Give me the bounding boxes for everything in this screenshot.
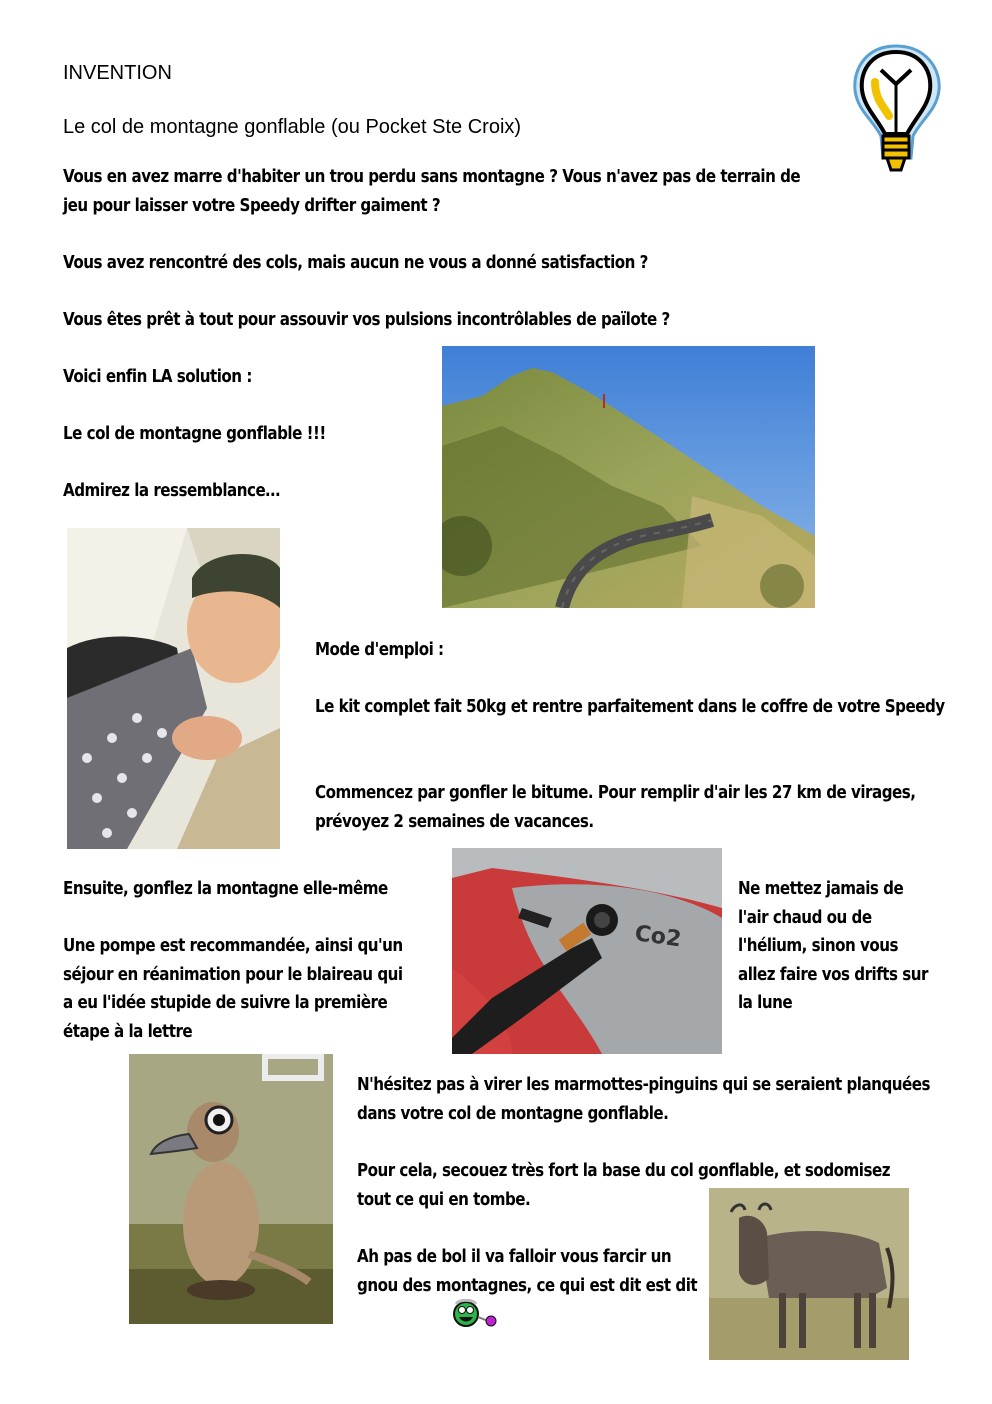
solution-text: Voici enfin LA solution : bbox=[63, 366, 252, 387]
valve-photo bbox=[452, 848, 722, 1054]
pump-text: Une pompe est recommandée, ainsi qu'un séjour en réanimation pour le blaireau qui a eu l'idée stupide de suivre la première étape à la lettre bbox=[63, 935, 403, 1042]
mountain-road-photo bbox=[442, 346, 815, 608]
gnu-text: Ah pas de bol il va falloir vous farcir un gnou des montagnes, ce qui est dit est dit bbox=[357, 1246, 698, 1296]
instructions-start: Commencez par gonfler le bitume. Pour remplir d'air les 27 km de virages, prévoyez 2 semaines de vacances. bbox=[315, 782, 916, 832]
intro-question-3: Vous êtes prêt à tout pour assouvir vos pulsions incontrôlables de païlote ? bbox=[63, 309, 670, 330]
product-name: Le col de montagne gonflable !!! bbox=[63, 423, 326, 444]
document-label: INVENTION bbox=[63, 62, 172, 84]
marmot-photo bbox=[129, 1054, 333, 1324]
lightbulb-icon bbox=[845, 40, 947, 182]
document-subtitle: Le col de montagne gonflable (ou Pocket Ste Croix) bbox=[63, 116, 522, 138]
man-inflating-photo bbox=[67, 528, 280, 849]
instructions-kit: Le kit complet fait 50kg et rentre parfaitement dans le coffre de votre Speedy bbox=[315, 696, 945, 717]
instructions-heading: Mode d'emploi : bbox=[315, 639, 444, 660]
admire-text: Admirez la ressemblance… bbox=[63, 480, 280, 501]
smiley-icon bbox=[452, 1299, 498, 1329]
marmots-text: N'hésitez pas à virer les marmottes-pinguins qui se seraient planquées dans votre col de montagne gonflable. bbox=[357, 1074, 931, 1124]
valve-label: Co2 bbox=[633, 921, 683, 953]
gnu-photo bbox=[709, 1188, 909, 1360]
inflate-mountain-text: Ensuite, gonflez la montagne elle-même bbox=[63, 878, 388, 899]
intro-question-1: Vous en avez marre d'habiter un trou perdu sans montagne ? Vous n'avez pas de terrain de jeu pour laisser votre Speedy drifter gaiment ? bbox=[63, 166, 801, 216]
warning-text: Ne mettez jamais de l'air chaud ou de l'hélium, sinon vous allez faire vos drifts sur la lune bbox=[738, 878, 928, 1013]
intro-question-2: Vous avez rencontré des cols, mais aucun ne vous a donné satisfaction ? bbox=[63, 252, 648, 273]
shake-text: Pour cela, secouez très fort la base du col gonflable, et sodomisez tout ce qui en tombe. bbox=[357, 1160, 890, 1210]
